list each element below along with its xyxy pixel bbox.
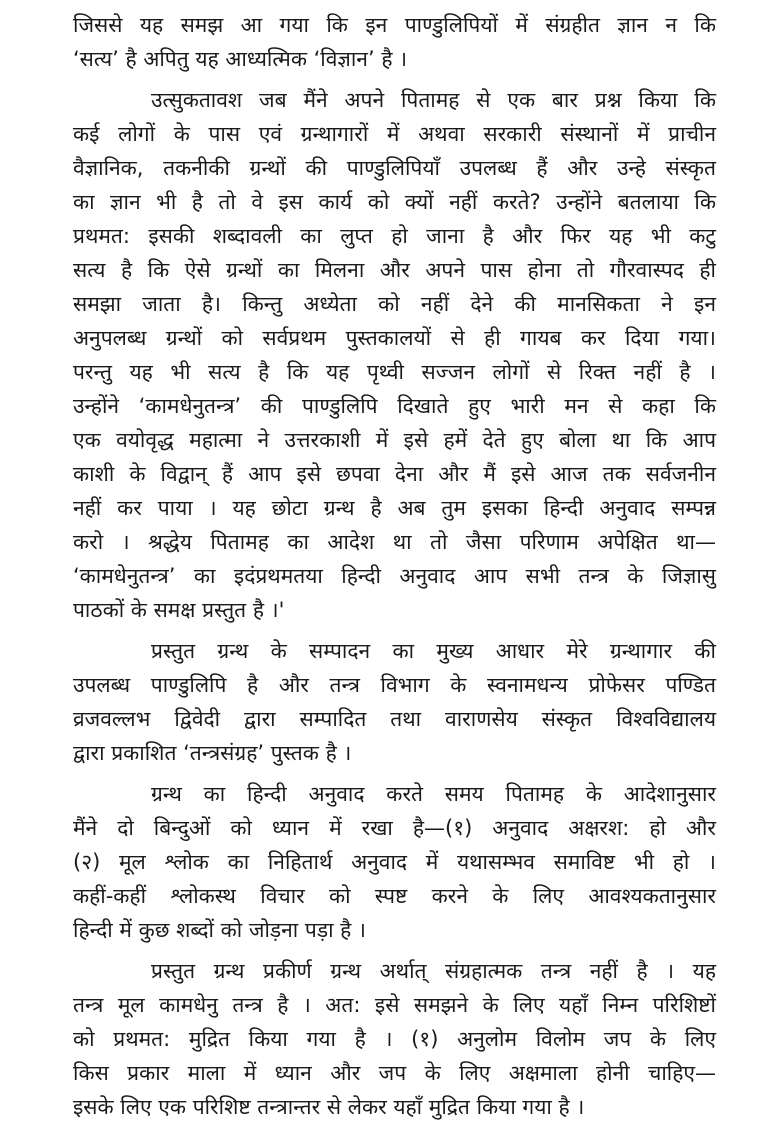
text-line: वैज्ञानिक, तकनीकी ग्रन्थों की पाण्डुलिपियाँ उपलब्ध हैं और उन्हे संस्कृत [73, 156, 716, 180]
text-line: को प्रथमत: मुद्रित किया गया है । (१) अनुलोम विलोम जप के लिए [73, 1027, 716, 1051]
text-line: उत्सुकतावश जब मैंने अपने पितामह से एक बार प्रश्न किया कि [151, 88, 716, 112]
text-line: हिन्दी में कुछ शब्दों को जोड़ना पड़ा है । [73, 918, 366, 942]
paragraph [73, 83, 716, 627]
text-line: काशी के विद्वान् हैं आप इसे छपवा देना और मैं इसे आज तक सर्वजनीन [73, 462, 716, 486]
text-line: ग्रन्थ का हिन्दी अनुवाद करते समय पितामह के आदेशानुसार [151, 782, 716, 806]
text-line: परन्तु यह भी सत्य है कि यह पृथ्वी सज्जन लोगों से रिक्त नहीं है । [73, 360, 716, 384]
text-line: अनुपलब्ध ग्रन्थों को सर्वप्रथम पुस्तकालयों से ही गायब कर दिया गया। [73, 326, 716, 350]
text-line: प्रस्तुत ग्रन्थ प्रकीर्ण ग्रन्थ अर्थात् संग्रहात्मक तन्त्र नहीं है । यह [151, 959, 716, 983]
paragraph [73, 634, 716, 770]
text-line: एक वयोवृद्ध महात्मा ने उत्तरकाशी में इसे हमें देते हुए बोला था कि आप [73, 428, 716, 452]
paragraph [73, 777, 716, 947]
text-line: जिससे यह समझ आ गया कि इन पाण्डुलिपियों में संग्रहीत ज्ञान न कि [73, 13, 716, 37]
text-line: द्वारा प्रकाशित ‘तन्त्रसंग्रह’ पुस्तक है । [73, 741, 352, 765]
text-line: (२) मूल श्लोक का निहितार्थ अनुवाद में यथासम्भव समाविष्ट भी हो । [73, 850, 716, 874]
text-line: करो । श्रद्धेय पितामह का आदेश था तो जैसा परिणाम अपेक्षित था— [73, 530, 716, 554]
text-line: इसके लिए एक परिशिष्ट तन्त्रान्तर से लेकर यहाँ मुद्रित किया गया है । [73, 1095, 585, 1119]
text-line: प्रथमत: इसकी शब्दावली का लुप्त हो जाना है और फिर यह भी कटु [73, 224, 716, 248]
text-line: ‘कामधेनुतन्त्र’ का इदंप्रथमतया हिन्दी अनुवाद आप सभी तन्त्र के जिज्ञासु [73, 564, 716, 588]
paragraph [73, 8, 716, 76]
text-line: किस प्रकार माला में ध्यान और जप के लिए अक्षमाला होनी चाहिए— [73, 1061, 716, 1085]
paragraph [73, 954, 716, 1124]
text-line: ‘सत्य’ है अपितु यह आध्यत्मिक ‘विज्ञान’ है । [73, 47, 408, 71]
text-line: उपलब्ध पाण्डुलिपि है और तन्त्र विभाग के स्वनामधन्य प्रोफेसर पण्डित [73, 673, 716, 697]
text-line: मैंने दो बिन्दुओं को ध्यान में रखा है—(१) अनुवाद अक्षरश: हो और [73, 816, 716, 840]
text-line: व्रजवल्लभ द्विवेदी द्वारा सम्पादित तथा वाराणसेय संस्कृत विश्वविद्यालय [73, 707, 716, 731]
text-line: सत्य है कि ऐसे ग्रन्थों का मिलना और अपने पास होना तो गौरवास्पद ही [73, 258, 716, 282]
text-line: कहीं-कहीं श्लोकस्थ विचार को स्पष्ट करने के लिए आवश्यकतानुसार [73, 884, 716, 908]
text-line: समझा जाता है। किन्तु अध्येता को नहीं देने की मानसिकता ने इन [73, 292, 716, 316]
text-line: नहीं कर पाया । यह छोटा ग्रन्थ है अब तुम इसका हिन्दी अनुवाद सम्पन्न [73, 496, 716, 520]
text-line: कई लोगों के पास एवं ग्रन्थागारों में अथवा सरकारी संस्थानों में प्राचीन [73, 122, 716, 146]
text-line: पाठकों के समक्ष प्रस्तुत है ।' [73, 598, 285, 622]
text-line: का ज्ञान भी है तो वे इस कार्य को क्यों नहीं करते? उन्होंने बतलाया कि [73, 190, 716, 214]
text-line: प्रस्तुत ग्रन्थ के सम्पादन का मुख्य आधार मेरे ग्रन्थागार की [151, 639, 716, 663]
text-line: उन्होंने ‘कामधेनुतन्त्र’ की पाण्डुलिपि दिखाते हुए भारी मन से कहा कि [73, 394, 716, 418]
document-page [73, 8, 716, 1131]
text-line: तन्त्र मूल कामधेनु तन्त्र है । अत: इसे समझने के लिए यहाँ निम्न परिशिष्टों [73, 993, 716, 1017]
